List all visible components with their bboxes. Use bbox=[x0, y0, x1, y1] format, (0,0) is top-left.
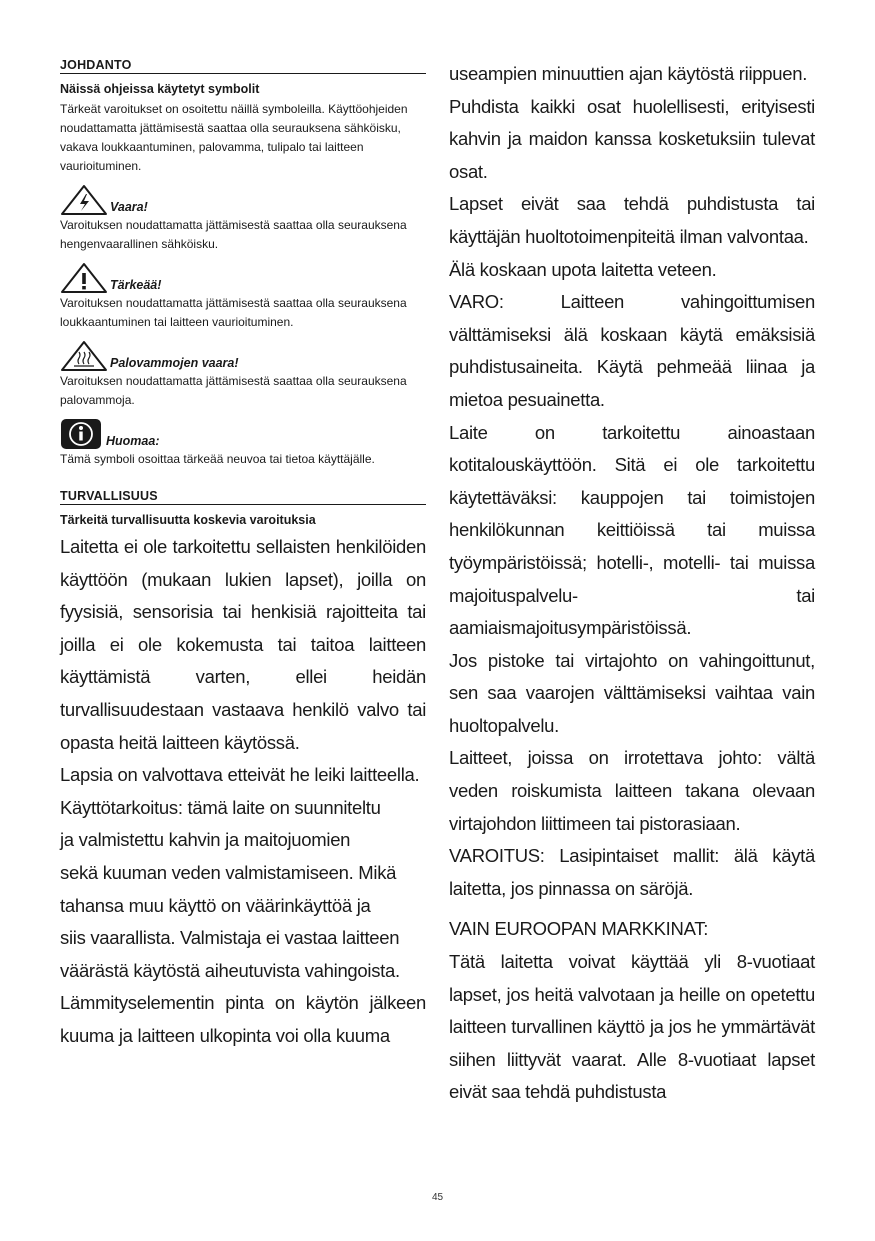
safety-paragraph-users: Laitetta ei ole tarkoitettu sellaisten henkilöiden käyttöön (mukaan lukien lapset), joilla on fyysisiä, sensorisia tai henkisiä rajoitteita tai joilla ei ole kokemusta tai taitoa laitteen käyttämistä varten, ellei heidän turvallisuudestaan vastaava henkilö valvo tai opasta heitä laitteen käytössä. bbox=[60, 536, 426, 753]
household-use-paragraph: Laite on tarkoitettu ainoastaan kotitalouskäyttöön. Sitä ei ole tarkoitettu käytettäväksi: kauppojen tai toimistojen henkilökunnan keittiöissä tai muissa työympäristöissä; hotelli-, motelli- tai muissa majoituspalvelu- tai aamiaismajoitusympäristöissä. bbox=[449, 421, 815, 639]
purpose-line: väärästä käytöstä aiheutuvista vahingoista. bbox=[60, 959, 400, 981]
heating-paragraph-end: useampien minuuttien ajan käytöstä riippuen. bbox=[449, 63, 808, 84]
safety-subheading: Tärkeitä turvallisuutta koskevia varoituksia bbox=[60, 513, 316, 527]
glass-warning-paragraph: VAROITUS: Lasipintaiset mallit: älä käytä laitetta, jos pinnassa on säröjä. bbox=[449, 845, 815, 899]
left-column bbox=[60, 58, 426, 1053]
symbol-note-text: Tämä symboli osoittaa tärkeää neuvoa tai tietoa käyttäjälle. bbox=[60, 452, 375, 466]
purpose-line: Käyttötarkoitus: tämä laite on suunniteltu bbox=[60, 796, 381, 818]
symbol-danger-label: Vaara! bbox=[110, 200, 148, 214]
safety-heading: TURVALLISUUS bbox=[60, 489, 426, 505]
purpose-paragraph bbox=[60, 792, 426, 988]
hot-surface-warning-icon bbox=[60, 340, 108, 372]
intro-heading: JOHDANTO bbox=[60, 58, 426, 74]
symbol-important bbox=[60, 260, 426, 332]
symbol-important-label: Tärkeää! bbox=[110, 278, 162, 292]
right-column bbox=[449, 58, 815, 1109]
purpose-line: sekä kuuman veden valmistamiseen. Mikä bbox=[60, 861, 397, 883]
no-immerse-paragraph: Älä koskaan upota laitetta veteen. bbox=[449, 258, 717, 280]
purpose-line: siis vaarallista. Valmistaja ei vastaa laitteen bbox=[60, 927, 400, 949]
caution-detergent-paragraph: VARO: Laitteen vahingoittumisen välttämiseksi älä koskaan käytä emäksisiä puhdistusaineita. Käytä pehmeää liinaa ja mietoa pesuainetta. bbox=[449, 291, 815, 410]
purpose-line: ja valmistettu kahvin ja maitojuomien bbox=[60, 829, 351, 851]
eu-paragraph: Tätä laitetta voivat käyttää yli 8-vuotiaat lapset, jos heitä valvotaan ja heille on opetettu laitteen turvallinen käyttö ja jos he ymmärtävät siihen liittyvät vaarat. Alle 8-vuotiaat lapset eivät saa tehdä puhdistusta bbox=[449, 951, 815, 1103]
purpose-line: tahansa muu käyttö on väärinkäyttöä ja bbox=[60, 894, 371, 916]
children-cleaning-paragraph: Lapset eivät saa tehdä puhdistusta tai käyttäjän huoltotoimenpiteitä ilman valvontaa. bbox=[449, 193, 815, 247]
symbol-important-text: Varoituksen noudattamatta jättämisestä saattaa olla seurauksena loukkaantuminen tai laitteen vaurioituminen. bbox=[60, 296, 407, 329]
symbols-title: Näissä ohjeissa käytetyt symbolit bbox=[60, 82, 260, 96]
exclamation-warning-icon bbox=[60, 262, 108, 294]
safety-paragraph-children: Lapsia on valvottava etteivät he leiki laitteella. bbox=[60, 764, 420, 786]
symbol-burn bbox=[60, 338, 426, 410]
detachable-cord-paragraph: Laitteet, joissa on irrotettava johto: vältä veden roiskumista laitteen takana olevaan virtajohdon liittimeen tai pistorasiaan. bbox=[449, 747, 815, 834]
symbol-danger bbox=[60, 182, 426, 254]
symbols-intro-text: Tärkeät varoitukset on osoitettu näillä symboleilla. Käyttöohjeiden noudattamatta jättämisestä saattaa olla seurauksena sähköisku, vakava loukkaantuminen, palovamma, tulipalo tai laitteen vaurioituminen. bbox=[60, 102, 408, 173]
damaged-cord-paragraph: Jos pistoke tai virtajohto on vahingoittunut, sen saa vaarojen välttämiseksi vaihtaa vain huoltopalvelu. bbox=[449, 649, 815, 736]
eu-heading: VAIN EUROOPAN MARKKINAT: bbox=[449, 918, 709, 940]
info-icon bbox=[60, 418, 104, 450]
symbol-burn-label: Palovammojen vaara! bbox=[110, 356, 239, 370]
heating-paragraph-start: Lämmityselementin pinta on käytön jälkeen kuuma ja laitteen ulkopinta voi olla kuuma bbox=[60, 992, 426, 1046]
symbol-burn-text: Varoituksen noudattamatta jättämisestä saattaa olla seurauksena palovammoja. bbox=[60, 374, 407, 407]
page-number: 45 bbox=[431, 1192, 444, 1203]
symbol-note-label: Huomaa: bbox=[106, 434, 160, 448]
symbol-note bbox=[60, 416, 426, 469]
electric-shock-warning-icon bbox=[60, 184, 108, 216]
cleaning-paragraph: Puhdista kaikki osat huolellisesti, erityisesti kahvin ja maidon kanssa kosketuksiin tulevat osat. bbox=[449, 95, 815, 182]
symbol-danger-text: Varoituksen noudattamatta jättämisestä saattaa olla seurauksena hengenvaarallinen sähköisku. bbox=[60, 218, 407, 251]
